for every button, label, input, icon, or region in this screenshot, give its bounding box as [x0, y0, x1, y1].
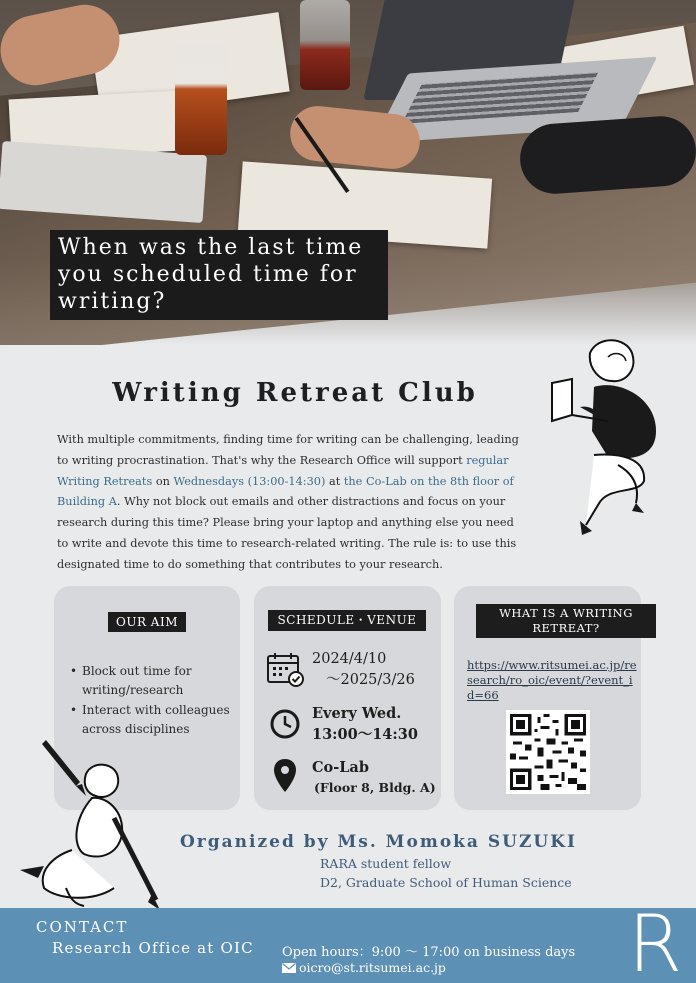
- organizer-name: Organized by Ms. Momoka SUZUKI: [180, 832, 577, 852]
- hero-title-line: you scheduled time for: [58, 262, 358, 287]
- aim-item: • Interact with colleagues across disciplines: [70, 701, 230, 739]
- contact-email-text: oicro@st.ritsumei.ac.jp: [299, 960, 446, 975]
- page-title: Writing Retreat Club: [112, 378, 478, 408]
- contact-email[interactable]: [282, 960, 446, 975]
- calendar-icon: [266, 652, 306, 688]
- location-pin-icon: [272, 758, 298, 794]
- drink-glass: [175, 45, 227, 155]
- what-label-line: WHAT IS A WRITING: [499, 606, 633, 620]
- what-card: [454, 586, 641, 810]
- schedule-venue-detail: (Floor 8, Bldg. A): [314, 780, 436, 795]
- intro-highlight: the Co-Lab on the 8th floor of Building A: [57, 474, 514, 509]
- contact-heading: CONTACT: [36, 918, 129, 936]
- clock-icon: [269, 708, 301, 740]
- ritsumeikan-logo: R: [628, 900, 683, 983]
- organizer-role: RARA student fellow: [320, 856, 452, 871]
- aim-item: • Block out time for writing/research: [70, 662, 230, 700]
- contact-footer: [0, 900, 696, 983]
- intro-highlight: regular Writing Retreats: [57, 453, 509, 488]
- hero-photo: [0, 0, 696, 345]
- woman-with-laptop-illustration: [528, 335, 668, 545]
- hero-question: [50, 230, 388, 320]
- aim-label: OUR AIM: [108, 612, 186, 632]
- intro-text: on: [152, 474, 174, 488]
- what-label: [476, 604, 656, 638]
- schedule-day: Every Wed.: [312, 705, 402, 722]
- hero-title-line: When was the last time: [58, 235, 364, 260]
- schedule-label: SCHEDULE・VENUE: [268, 610, 426, 631]
- mail-icon: [282, 963, 296, 973]
- schedule-date-start: 2024/4/10: [312, 651, 387, 667]
- what-label-line: RETREAT?: [532, 621, 600, 635]
- schedule-time: 13:00～14:30: [312, 726, 418, 743]
- hero-title-line: writing?: [58, 289, 167, 314]
- aim-list: [70, 662, 230, 740]
- schedule-card: [254, 586, 441, 810]
- contact-organization: Research Office at OIC: [52, 939, 254, 957]
- drink-glass: [300, 0, 350, 90]
- schedule-date-end: ～2025/3/26: [326, 672, 415, 688]
- organizer-affiliation: D2, Graduate School of Human Science: [320, 875, 572, 890]
- woman-with-pen-illustration: [14, 738, 164, 910]
- qr-code[interactable]: [506, 710, 590, 794]
- open-hours: Open hours：9:00 ～ 17:00 on business days: [282, 945, 576, 960]
- intro-paragraph: [57, 430, 527, 576]
- intro-text: With multiple commitments, finding time for writing can be challenging, leading to writing procrastination. That's why the Research Office will support: [57, 433, 519, 467]
- intro-highlight: Wednesdays (13:00-14:30): [173, 474, 326, 488]
- sleeve: [518, 114, 696, 196]
- intro-text: at: [325, 474, 344, 488]
- schedule-venue: Co-Lab: [312, 759, 369, 776]
- qr-code-icon: [510, 714, 586, 790]
- intro-text: . Why not block out emails and other distractions and focus on your research during this time? Please bring your laptop and anything else you need to write and devote this time to research-related writing. The rule is: to use this designated time to do something that contributes to your research.: [57, 495, 517, 571]
- event-link[interactable]: https://www.ritsumei.ac.jp/research/ro_oic/event/?event_id=66: [467, 658, 637, 702]
